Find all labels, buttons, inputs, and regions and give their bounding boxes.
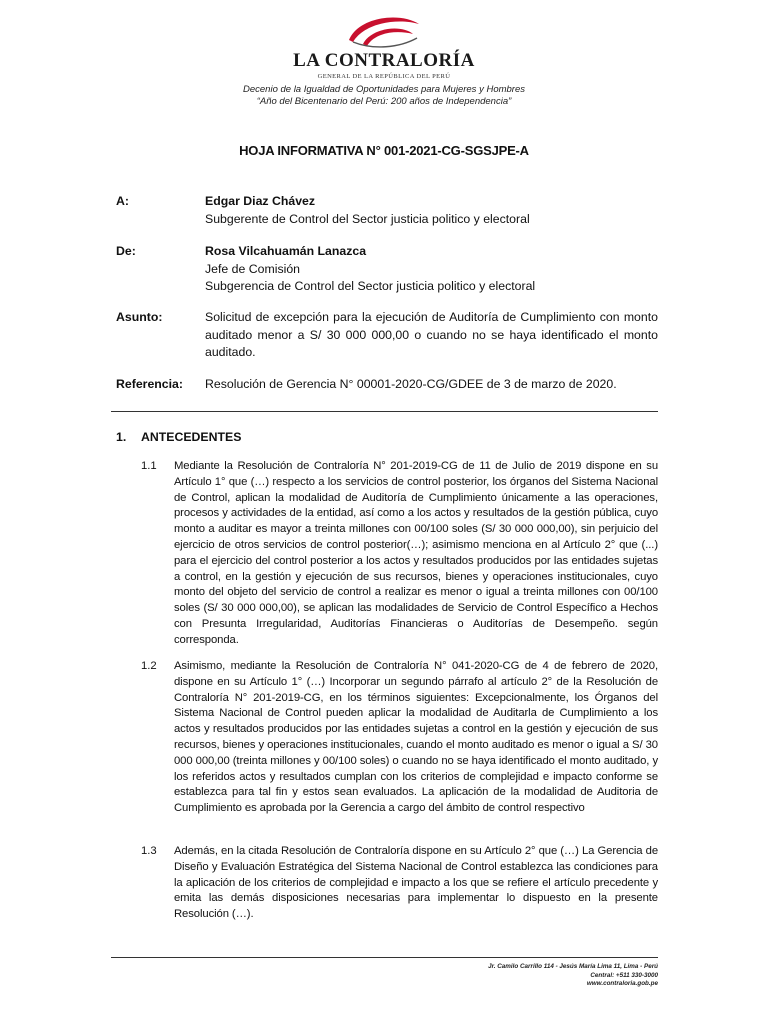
paragraph-text: Además, en la citada Resolución de Contraloría dispone en su Artículo 2° que (…) La Gerencia de Diseño y Evaluación Estratégica del Sistema Nacional de Control establezca las condiciones para la aplicación de los criterios de complejidad e impacto a los que se refiere el artículo precedente y emita las demás disposiciones necesarias para implementar lo dispuesto en la presente Resolución (…). bbox=[174, 845, 658, 921]
contraloria-emblem-icon bbox=[339, 10, 429, 52]
from-label: De: bbox=[116, 244, 136, 258]
subject-text: Solicitud de excepción para la ejecución de Auditoría de Cumplimiento con monto auditado menor a S/ 30 000 000,00 o cuando no se haya identificado el monto auditado. bbox=[205, 310, 658, 359]
reference-label: Referencia: bbox=[116, 377, 183, 391]
paragraph-text: Mediante la Resolución de Contraloría N° 201-2019-CG de 11 de Julio de 2019 dispone en su Artículo 1° que (…) respecto a los servicios de control posterior, los órganos del Sistema Nacional de Control, aplican la modalidad de Auditoría de Cumplimiento únicamente a las operaciones, procesos y actividades de la entidad, así como a los actos y resultados de la gestión pública, cuyo monto a auditar es mayor a treinta millones con 00/100 soles (S/ 30 000 000,00), sin perjuicio del ejercicio de otros servicios de control posterior(…); asimismo menciona en al Artículo 2° que (...) para el ejercicio del control posterior a los actos y resultados producidos por las entidades sujetas a control, en la gestión y ejecución de sus recursos, bienes y operaciones institucionales, cuyo monto del objeto del servicio de control a realizar es menor o igual a treinta millones con 00/100 soles (S/ 30 000 000,00), se aplican las modalidades de Servicio de Control Específico a Hechos con Presunta Irregularidad, Auditorías Financieras o Auditorías de Desempeño. según corresponda. bbox=[174, 460, 658, 646]
section-title bbox=[116, 430, 241, 444]
paragraph-number: 1.2 bbox=[141, 660, 157, 672]
from-role-2: Subgerencia de Control del Sector justicia politico y electoral bbox=[205, 279, 536, 293]
paragraph-number: 1.3 bbox=[141, 845, 157, 857]
from-role-1: Jefe de Comisión bbox=[205, 261, 301, 276]
subject-label: Asunto: bbox=[116, 310, 163, 324]
from-name: Rosa Vilcahuamán Lanazca bbox=[205, 244, 367, 258]
logo bbox=[0, 10, 768, 80]
reference-text: Resolución de Gerencia N° 00001-2020-CG/GDEE de 3 de marzo de 2020. bbox=[205, 377, 617, 391]
logo-name: LA CONTRALORÍA bbox=[293, 50, 475, 71]
document-title: HOJA INFORMATIVA N° 001-2021-CG-SGSJPE-A bbox=[239, 143, 529, 158]
section-heading: ANTECEDENTES bbox=[141, 430, 242, 444]
decenio-line-2: “Año del Bicentenario del Perú: 200 años de Independencia” bbox=[256, 96, 512, 107]
footer-phone: Central: +511 330-3000 bbox=[590, 971, 658, 979]
section-number: 1. bbox=[116, 430, 127, 444]
to-value bbox=[205, 193, 658, 228]
footer bbox=[488, 963, 658, 989]
to-name: Edgar Diaz Chávez bbox=[205, 194, 316, 208]
decenio-heading bbox=[0, 84, 768, 108]
paragraph-text: Asimismo, mediante la Resolución de Contraloría N° 041-2020-CG de 4 de febrero de 2020, dispone en su Artículo 1° (…) Incorporar un segundo párrafo al artículo 2° de la Resolución de Contraloría N° 201-2019-CG, en los términos siguientes: Excepcionalmente, los Órganos del Sistema Nacional de Control pueden aplicar la modalidad de Auditarla de Cumplimiento a los actos y resultados producidos por las entidades sujetas a control en la gestión y ejecución de sus recursos, bienes y operaciones institucionales, cuando el monto auditado es menor o igual a S/ 30 000 000,00 (treinta millones y 00/100 soles) o cuando no se haya identificado el monto auditado, y los referidos actos y resultados cumplan con los criterios de complejidad e impacto conforme se establezca para tal fin y estos sean evaluados. La aplicación de la modalidad de Auditoria de Cumplimiento es aprobada por la Gerencia a cargo del ámbito de control respectivo bbox=[174, 660, 658, 815]
footer-web: www.contraloria.gob.pe bbox=[586, 980, 658, 987]
footer-address: Jr. Camilo Carrillo 114 - Jesús María Lima 11, Lima - Perú bbox=[488, 963, 658, 970]
decenio-line-1: Decenio de la Igualdad de Oportunidades para Mujeres y Hombres bbox=[243, 84, 525, 95]
header-divider bbox=[111, 411, 658, 412]
logo-subtitle: GENERAL DE LA REPÚBLICA DEL PERÚ bbox=[317, 73, 451, 80]
to-label: A: bbox=[116, 194, 129, 208]
paragraph-number: 1.1 bbox=[141, 460, 157, 472]
from-value bbox=[205, 243, 658, 296]
footer-divider bbox=[111, 957, 658, 958]
to-role: Subgerente de Control del Sector justicia politico y electoral bbox=[205, 211, 530, 226]
